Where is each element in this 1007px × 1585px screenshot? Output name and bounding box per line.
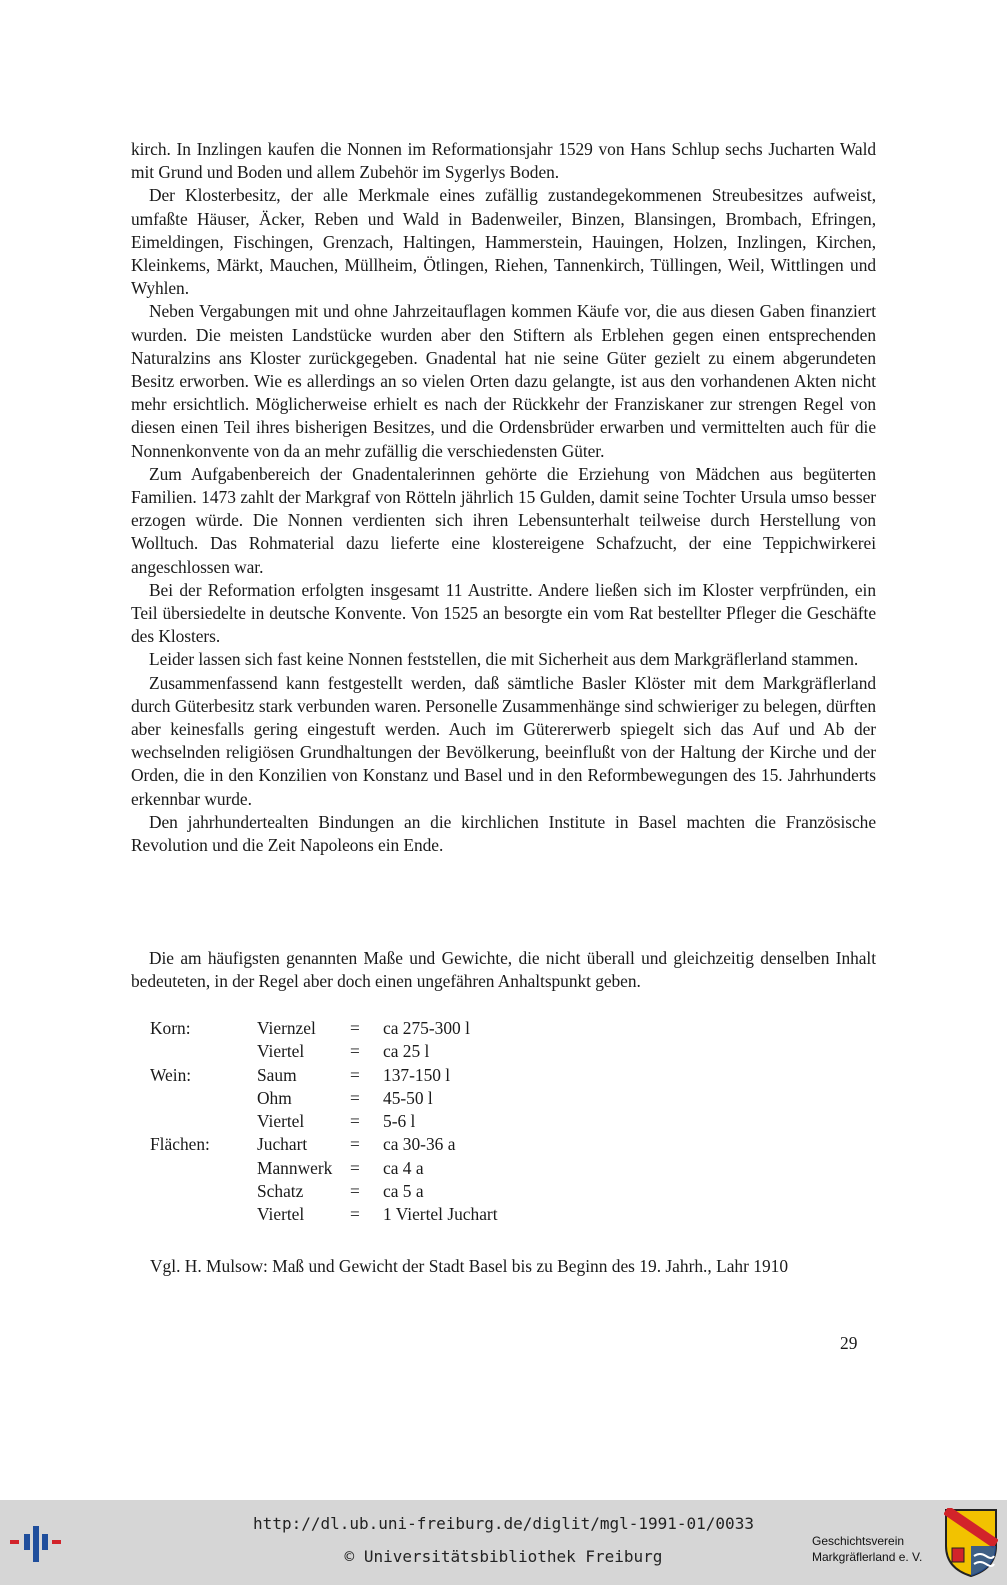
measure-category bbox=[150, 1040, 257, 1063]
paragraph: Den jahrhundertealten Bindungen an die kirchlichen Institute in Basel machten die Französische Revolution und die Zeit Napoleons ein Ende. bbox=[131, 811, 876, 856]
measure-unit: Viertel bbox=[257, 1041, 305, 1062]
page-number: 29 bbox=[840, 1333, 858, 1353]
measure-row bbox=[150, 1110, 563, 1133]
measure-row bbox=[150, 1087, 563, 1110]
measure-unit: Mannwerk bbox=[257, 1157, 333, 1178]
measure-equals: = bbox=[350, 1204, 360, 1225]
measure-unit: Viernzel bbox=[257, 1018, 316, 1038]
measure-equals: = bbox=[350, 1134, 360, 1155]
measure-equals: = bbox=[350, 1181, 360, 1202]
measure-unit: Saum bbox=[257, 1064, 297, 1085]
measure-value: ca 30-36 a bbox=[383, 1134, 456, 1155]
measure-category: Korn: bbox=[150, 1018, 191, 1038]
measure-row bbox=[150, 1064, 563, 1087]
paragraph: Zum Aufgabenbereich der Gnadentalerinnen gehörte die Erziehung von Mädchen aus begüterten Familien. 1473 zahlt der Markgraf von Rötteln jährlich 15 Gulden, damit seine Tochter Ursula umso besser erzogen würde. Die Nonnen verdienten sich ihren Lebensunterhalt teilweise durch Herstellung von Wolltuch. Das Rohmaterial dazu lieferte eine klostereigene Schafzucht, der eine Teppichwirkerei angeschlossen war. bbox=[131, 463, 876, 577]
measure-row bbox=[150, 1157, 563, 1180]
measure-row bbox=[150, 1180, 563, 1203]
measure-unit: Viertel bbox=[257, 1204, 305, 1225]
measure-unit: Schatz bbox=[257, 1181, 304, 1202]
measure-category: Flächen: bbox=[150, 1134, 210, 1155]
footer-copyright: © Universitätsbibliothek Freiburg bbox=[344, 1547, 663, 1566]
measure-value: 1 Viertel Juchart bbox=[383, 1204, 498, 1225]
measures-table bbox=[150, 1017, 563, 1227]
coat-of-arms-icon bbox=[944, 1508, 998, 1578]
measure-category: Wein: bbox=[150, 1064, 192, 1085]
measure-row bbox=[150, 1203, 563, 1226]
society-name bbox=[812, 1533, 937, 1565]
measure-row bbox=[150, 1040, 563, 1063]
body-text bbox=[131, 138, 876, 857]
paragraph: Bei der Reformation erfolgten insgesamt 11 Austritte. Andere ließen sich im Kloster verpfründen, ein Teil übersiedelte in deutsche Konvente. Von 1525 an besorgte ein vom Rat bestellter Pfleger die Geschäfte des Klosters. bbox=[131, 579, 876, 647]
measure-value: 45-50 l bbox=[383, 1087, 433, 1108]
measure-row bbox=[150, 1133, 563, 1156]
paragraph: Zusammenfassend kann festgestellt werden, daß sämtliche Basler Klöster mit dem Markgräflerland durch Güterbesitz stark verbunden waren. Personelle Zusammenhänge sind schwieriger zu belegen, dürften aber keinesfalls gering eingestuft werden. Auch im Gütererwerb spiegelt sich das Auf und Ab der wechselnden religiösen Grundhaltungen der Bevölkerung, beeinflußt von der Haltung der Kirche und der Orden, die in den Konzilien von Konstanz und Basel und in den Reformbewegungen des 15. Jahrhunderts erkennbar wurde. bbox=[131, 672, 876, 809]
measure-value: ca 4 a bbox=[383, 1157, 424, 1178]
measure-value: 5-6 l bbox=[383, 1111, 416, 1132]
measure-row bbox=[150, 1017, 563, 1040]
measure-unit: Ohm bbox=[257, 1087, 292, 1108]
measure-category bbox=[150, 1203, 257, 1226]
measure-unit: Juchart bbox=[257, 1134, 308, 1155]
measure-unit: Viertel bbox=[257, 1111, 305, 1132]
footer-url-link[interactable]: http://dl.ub.uni-freiburg.de/diglit/mgl-1991-01/0033 bbox=[253, 1514, 754, 1533]
measure-equals: = bbox=[350, 1111, 360, 1132]
measure-category bbox=[150, 1180, 257, 1203]
measure-category bbox=[150, 1110, 257, 1133]
society-line: Markgräflerland e. V. bbox=[812, 1550, 923, 1564]
measure-value: 137-150 l bbox=[383, 1064, 451, 1085]
measure-value: ca 275-300 l bbox=[383, 1018, 470, 1038]
measure-equals: = bbox=[350, 1064, 360, 1085]
paragraph: Der Klosterbesitz, der alle Merkmale eines zufällig zustandegekommenen Streubesitzes aufweist, umfaßte Häuser, Äcker, Reben und Wald in Badenweiler, Binzen, Blansingen, Brombach, Efringen, Eimeldingen, Fischingen, Grenzach, Haltingen, Hammerstein, Hauingen, Holzen, Inzlingen, Kirchen, Kleinkems, Märkt, Mauchen, Müllheim, Ötlingen, Riehen, Tannenkirch, Tüllingen, Weil, Wittlingen und Wyhlen. bbox=[131, 185, 876, 299]
paragraph: Neben Vergabungen mit und ohne Jahrzeitauflagen kommen Käufe vor, die aus diesen Gaben finanziert wurden. Die meisten Landstücke wurden aber den Stiftern als Erblehen gegen einen entsprechenden Naturalzins ans Kloster zurückgegeben. Gnadental hat nie seine Güter gezielt zu einem abgerundeten Besitz erworben. Wie es allerdings an so vielen Orten dazu gelangte, ist aus den vorhandenen Akten nicht mehr ersichtlich. Möglicherweise erhielt es nach der Rückkehr der Franziskaner zur strengen Regel von diesen einen Teil ihres bisherigen Besitzes, und die Ordensbrüder erwarben und vermittelten auch für die Nonnenkonvente von da an mehr zufällig die verschiedensten Güter. bbox=[131, 301, 876, 461]
measure-equals: = bbox=[350, 1157, 360, 1178]
society-line: Geschichtsverein bbox=[812, 1534, 905, 1548]
measure-equals: = bbox=[350, 1087, 360, 1108]
measure-equals: = bbox=[350, 1018, 360, 1038]
paragraph: kirch. In Inzlingen kaufen die Nonnen im Reformationsjahr 1529 von Hans Schlup sechs Jucharten Wald mit Grund und Boden und allem Zubehör im Sygerlys Boden. bbox=[131, 139, 876, 183]
measures-intro-block bbox=[131, 947, 876, 993]
measure-value: ca 25 l bbox=[383, 1041, 430, 1062]
measure-category bbox=[150, 1157, 257, 1180]
footer-bar bbox=[0, 1500, 1007, 1585]
measure-category bbox=[150, 1087, 257, 1110]
measures-intro: Die am häufigsten genannten Maße und Gewichte, die nicht überall und gleichzeitig denselben Inhalt bedeuteten, in der Regel aber doch einen ungefähren Anhaltspunkt geben. bbox=[131, 948, 876, 992]
measure-value: ca 5 a bbox=[383, 1181, 424, 1202]
paragraph: Leider lassen sich fast keine Nonnen feststellen, die mit Sicherheit aus dem Markgräflerland stammen. bbox=[149, 649, 859, 670]
measure-equals: = bbox=[350, 1041, 360, 1062]
reference-note: Vgl. H. Mulsow: Maß und Gewicht der Stadt Basel bis zu Beginn des 19. Jahrh., Lahr 1910 bbox=[150, 1256, 789, 1276]
